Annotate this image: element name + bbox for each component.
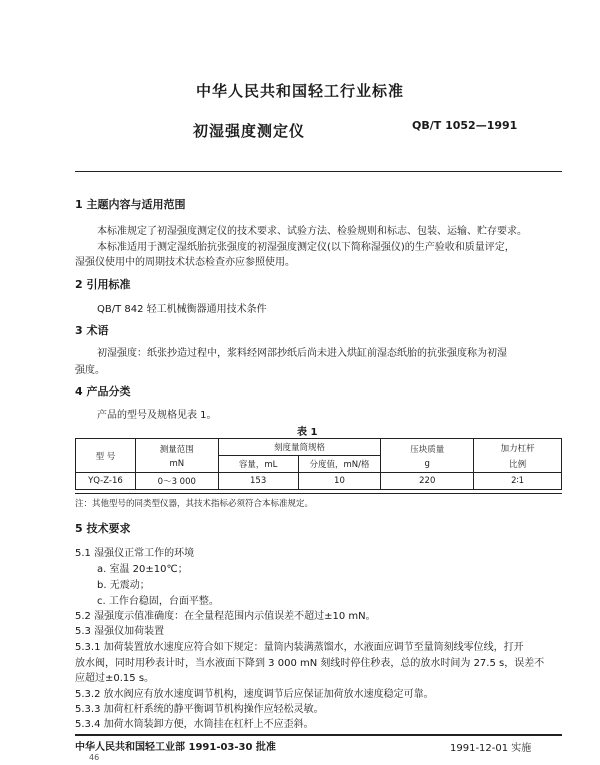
- clause-5-3: 5.3 湿强仪加荷装置: [75, 626, 165, 637]
- cell-division: 10: [298, 473, 381, 490]
- section-5-heading: 5 技术要求: [75, 522, 131, 535]
- cell-capacity: 153: [218, 473, 298, 490]
- section-4-heading: 4 产品分类: [75, 385, 131, 398]
- implementation-date: 1991-12-01 实施: [450, 743, 532, 754]
- page-number: 46: [89, 753, 100, 762]
- clause-5-3-1-cont: 放水阀，同时用秒表计时，当水液面下降到 3 000 mN 刻线时停住秒表，总的放水时间为 27.5 s，误差不: [75, 658, 545, 669]
- footer-divider: [75, 734, 562, 736]
- standard-title: 中华人民共和国轻工行业标准: [195, 82, 404, 100]
- clause-5-3-1-cont: 应超过±0.15 s。: [75, 673, 155, 684]
- table-intro: 产品的型号及规格见表 1。: [97, 410, 217, 421]
- referenced-standard: QB/T 842 轻工机械衡器通用技术条件: [97, 304, 267, 315]
- standard-code: QB/T 1052—1991: [412, 119, 518, 132]
- clause-5-1-b: b. 无震动；: [97, 580, 150, 591]
- clause-5-1-a: a. 室温 20±10℃；: [97, 564, 188, 575]
- spec-table: [75, 438, 562, 490]
- cell-ratio: 2∶1: [474, 473, 562, 490]
- clause-5-2: 5.2 湿强度示值准确度：在全量程范围内示值误差不超过±10 mN。: [75, 611, 376, 622]
- approval-date: 中华人民共和国轻工业部 1991-03-30 批准: [75, 742, 276, 753]
- clause-5-1: 5.1 湿强仪正常工作的环境: [75, 548, 195, 559]
- cell-weight: 220: [381, 473, 474, 490]
- header-range: 测量范围 mN: [135, 439, 218, 473]
- section-2-heading: 2 引用标准: [75, 278, 131, 291]
- header-divider: [75, 171, 562, 172]
- section-1-paragraph: 湿强仪使用中的周期技术状态检查亦应参照使用。: [75, 257, 295, 268]
- section-1-paragraph: 本标准规定了初湿强度测定仪的技术要求、试验方法、检验规则和标志、包装、运输、贮存要求。: [97, 226, 527, 237]
- header-division: 分度值，mN/格: [298, 456, 381, 473]
- note-divider: [75, 493, 562, 494]
- cell-model: YQ-Z-16: [76, 473, 136, 490]
- header-model: 型 号: [76, 439, 136, 473]
- cell-range: 0～3 000: [135, 473, 218, 490]
- clause-5-3-3: 5.3.3 加荷杠杆系统的静平衡调节机构操作应轻松灵敏。: [75, 704, 324, 715]
- header-weight: 压块质量 g: [381, 439, 474, 473]
- document-title: 初湿强度测定仪: [193, 122, 306, 140]
- term-definition: 初湿强度：纸张抄造过程中，浆料经网部抄纸后尚未进入烘缸前湿态纸胎的抗张强度称为初湿: [97, 348, 507, 359]
- clause-5-3-1: 5.3.1 加荷装置放水速度应符合如下规定：量筒内装满蒸馏水，水液面应调节至量筒刻线零位线，打开: [75, 642, 524, 653]
- table-caption: 表 1: [297, 427, 318, 438]
- header-scale: 刻度量筒规格: [218, 439, 381, 456]
- section-3-heading: 3 术语: [75, 324, 109, 337]
- header-ratio: 加力杠杆 比例: [474, 439, 562, 473]
- section-1-heading: 1 主题内容与适用范围: [75, 198, 186, 211]
- clause-5-1-c: c. 工作台稳固，台面平整。: [97, 596, 219, 607]
- clause-5-3-2: 5.3.2 放水阀应有放水速度调节机构，速度调节后应保证加荷放水速度稳定可靠。: [75, 689, 434, 700]
- table-note: 注：其他型号的同类型仪器，其技术指标必须符合本标准规定。: [75, 499, 314, 509]
- table-row: [76, 473, 562, 490]
- clause-5-3-4: 5.3.4 加荷水筒装卸方便，水筒挂在杠杆上不应歪斜。: [75, 719, 314, 730]
- header-capacity: 容量，mL: [218, 456, 298, 473]
- term-definition: 强度。: [75, 365, 105, 376]
- section-1-paragraph: 本标准适用于测定湿纸胎抗张强度的初湿强度测定仪(以下简称湿强仪)的生产验收和质量评定，: [97, 242, 515, 253]
